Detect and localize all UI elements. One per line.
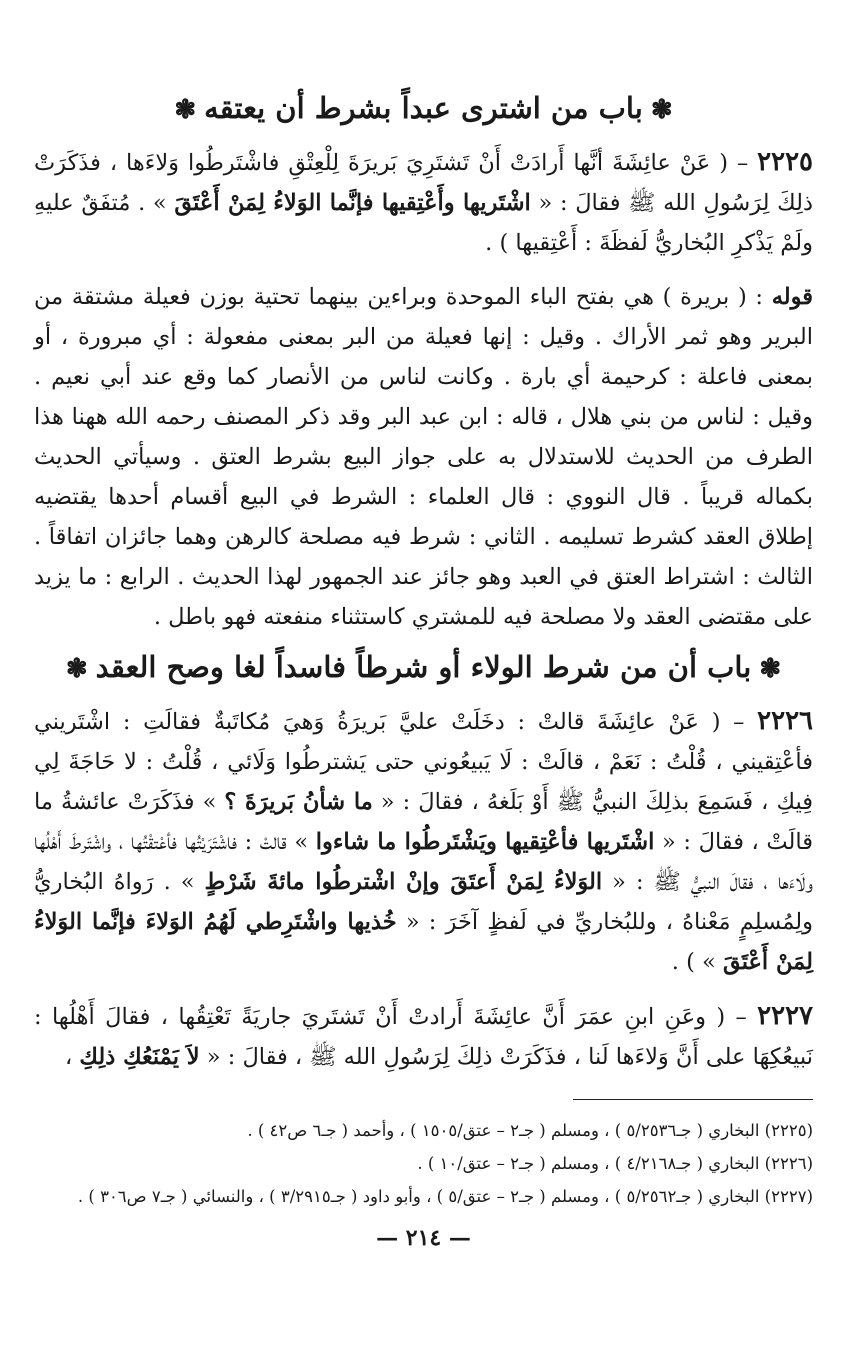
ornament-star-icon: ❃ bbox=[174, 95, 197, 125]
footnote-divider bbox=[573, 1099, 813, 1100]
prophetic-quote: اشْتَريها فأعْتِقيها ويَشْتَرطُوا ما شاءوا bbox=[315, 829, 655, 855]
hadith-text: – ( عَنْ عائِشَةَ قالتْ : دخَلَتْ عليَّ بَريرَةُ وَهيَ مُكاتَبةٌ فقالَتِ : اشْتَريني فأعْتِقيني ، قُلْتُ : نَعَمْ ، قالَتْ : لَا يَبيعُوني حتى يَشترطُوا وَلَائي ، قُلْتُ : لا حَاجَةَ لِي فِيكِ ، فَسَمِعَ بذلِكَ النبيُّ ﷺ أَوْ بَلَغهُ ، فقالَ : « bbox=[34, 709, 813, 815]
hadith-text: – ( وعَنِ ابنِ عمَرَ أَنَّ عائِشَةَ أَرادتْ أَنْ تَشتَريَ جاريَةً تَعْتِقُها ، فقالَ أَهْلُها : نَبيعُكِهَا على أَنَّ وَلاءَها لَنا ، فذَكَرَتْ ذلِكَ لِرَسُولِ الله ﷺ ، فقالَ : « bbox=[34, 1004, 813, 1070]
chapter-title-1: باب من اشترى عبداً بشرط أن يعتقه bbox=[204, 91, 643, 125]
chapter-heading-1 bbox=[34, 88, 813, 130]
prophetic-quote: لاَ يَمْنَعُكِ ذلِكِ bbox=[79, 1044, 200, 1070]
hadith-number: ٢٢٢٦ bbox=[757, 706, 813, 736]
chapter-title-2: باب أن من شرط الولاء أو شرطاً فاسداً لغا وصح العقد bbox=[95, 650, 752, 684]
hadith-text: » . مُتفَقٌ عليهِ ولَمْ يَذْكرِ البُخاريُّ لَفظَةَ : أَعْتِقيها ) . bbox=[34, 190, 813, 256]
footnote-item: (٢٢٢٥) البخاري ( جـ٥/٢٥٣٦ ) ، ومسلم ( جـ٢ – عتق/١٥٠٥ ) ، وأحمد ( جـ٦ ص٤٢ ) . bbox=[247, 1121, 813, 1140]
prophetic-quote: الوَلاءُ لِمَنْ أَعتَقَ وإنْ اشْترطُوا مائةَ شَرْطٍ bbox=[204, 869, 603, 895]
hadith-text: – ( عَنْ عائِشَةَ أنَّها أَرادَتْ أَنْ تَشتَرِيَ بَريرَةَ لِلْعِتْقِ فاشْتَرطُوا وَلاءَها ، فذَكَرَتْ ذلِكَ لِرَسُولِ الله ﷺ فقالَ : « bbox=[34, 150, 813, 216]
ornament-star-icon: ❃ bbox=[650, 95, 673, 125]
hadith-text: » فذَكَرَتْ عائشةُ ما قالَتْ ، فقالَ : « bbox=[34, 789, 813, 855]
chapter-heading-2 bbox=[34, 647, 813, 689]
prophetic-quote: خُذيها واشْتَرِطي لَهُمُ الوَلاءَ فإنَّما الوَلاءُ لِمَنْ أَعْتَقَ bbox=[34, 909, 813, 975]
commentary-text: : ( بريرة ) هي بفتح الباء الموحدة وبراءين بينهما تحتية بوزن فعيلة مشتقة من البرير وهو ثمر الأراك . وقيل : إنها فعيلة من البر بمعنى مفعولة : أي مبرورة ، أو بمعنى فاعلة : كرحيمة أي بارة . وكانت لناس من الأنصار كما وقع عند أبي نعيم . وقيل : لناس من بني هلال ، قاله : ابن عبد البر وقد ذكر المصنف رحمه الله ههنا هذا الطرف من الحديث للاستدلال به على جواز البيع بشرط العتق . وسيأتي الحديث بكماله قريباً . قال النووي : قال العلماء : الشرط في البيع أقسام أحدها يقتضيه إطلاق العقد كشرط تسليمه . الثاني : شرط فيه مصلحة كالرهن وهما جائزان اتفاقاً . الثالث : اشتراط العتق في العبد وهو جائز عند الجمهور لهذا الحديث . الرابع : ما يزيد على مقتضى العقد ولا مصلحة فيه للمشتري كاستثناء منفعته فهو باطل . bbox=[34, 284, 813, 630]
prophetic-quote: ما شأنُ بَريرَةَ ؟ bbox=[224, 789, 373, 815]
commentary-paragraph bbox=[34, 277, 813, 637]
hadith-2225 bbox=[34, 142, 813, 263]
hadith-text: » . رَواهُ البُخاريُّ ولِمُسلِمٍ مَعْناهُ ، وللبُخاريِّ في لَفظٍ آخَرَ : « bbox=[34, 869, 813, 935]
hadith-text: » قالتْ : فاشْتَرَيْتُها فأعْتقْتُها ، واشْتَرطَ أَهْلُها ولَاءَها ، فقالَ النبيُّ ﷺ : « bbox=[34, 829, 813, 895]
hadith-number: ٢٢٢٧ bbox=[757, 1001, 813, 1031]
hadith-number: ٢٢٢٥ bbox=[757, 147, 813, 177]
footnotes bbox=[34, 1114, 813, 1213]
hadith-text: ، bbox=[65, 1044, 80, 1070]
ornament-star-icon: ❃ bbox=[759, 654, 782, 684]
hadith-text: » ) . bbox=[671, 949, 723, 975]
hadith-2226 bbox=[34, 701, 813, 982]
ornament-star-icon: ❃ bbox=[65, 654, 88, 684]
footnote-item: (٢٢٢٦) البخاري ( جـ٤/٢١٦٨ ) ، ومسلم ( جـ٢ – عتق/١٠ ) . bbox=[417, 1154, 813, 1173]
footnote-item: (٢٢٢٧) البخاري ( جـ٥/٢٥٦٢ ) ، ومسلم ( جـ٢ – عتق/٥ ) ، وأبو داود ( جـ٣/٢٩١٥ ) ، والنسائي ( جـ٧ ص٣٠٦ ) . bbox=[77, 1187, 813, 1206]
hadith-2227 bbox=[34, 996, 813, 1077]
commentary-lead: قوله bbox=[771, 284, 813, 310]
prophetic-quote: اشْتَريها وأَعْتِقيها فإنَّما الوَلاءُ لِمَنْ أَعْتَقَ bbox=[174, 190, 531, 216]
page-number: — ٢١٤ — bbox=[376, 1225, 471, 1251]
